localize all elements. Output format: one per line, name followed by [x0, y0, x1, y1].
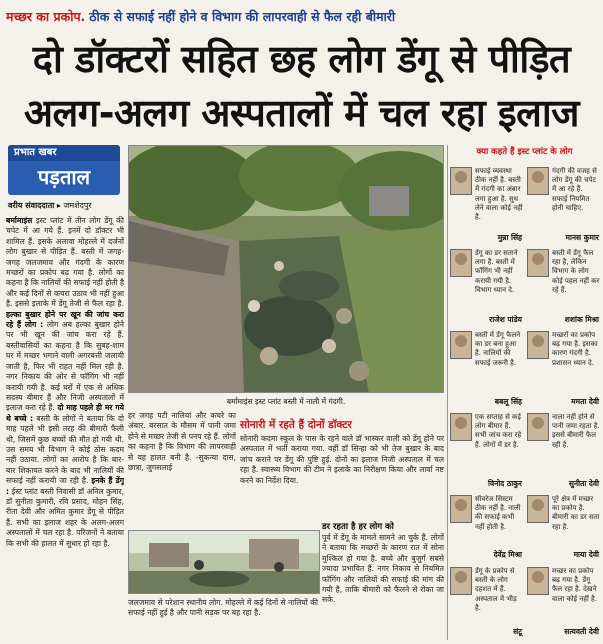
byline-place: जमशेदपुर	[63, 201, 92, 210]
photo-caption: बर्मामाइंस इस्ट प्लांट बस्ती में नाली में गंदगी.	[226, 397, 346, 406]
main-photo-drain	[128, 145, 444, 393]
byline	[8, 199, 124, 213]
person-photo-icon	[450, 167, 472, 195]
subhead-run-2: दो माह पहले ही मर गये थे बच्चे :	[6, 403, 124, 423]
person-name: मानस कुमार	[565, 233, 599, 242]
sidebar-heading: क्या कहते हैं इस्ट प्लांट के लोग	[476, 147, 573, 157]
kicker-subtitle: ठीक से सफाई नहीं होने व विभाग की लापरवाही से फैल रही बीमारी	[89, 9, 396, 24]
person-card	[448, 331, 524, 409]
person-card	[448, 567, 524, 639]
person-photo-icon	[450, 413, 472, 441]
person-photo-icon	[527, 331, 549, 359]
quote-block-left: हर जगह पटी नालियां और कचरे का अंबार. बरसात के मौसम में पानी जमा होने से मच्छर तेजी से पनप रहे हैं. लोगों का कहना है कि विभाग की लापरवाही से यह हालत बनी है. -सुकन्या दास, छात्रा, जुगसलाई	[128, 411, 236, 473]
paragraph-3: बस्ती के लोगों ने बताया कि दो माह पहले भी इसी तरह की बीमारी फैली थी, जिसमें कुछ बच्चों की मौत हो गयी थी. उस समय भी विभाग ने कोई ठोस कदम नहीं उठाया. लोगों का आरोप है कि बार-बार शिकायत करने के बाद भी नालियों की सफाई नहीं करायी जा रही है.	[6, 413, 124, 486]
person-quote: सीवरेज सिस्टम ठीक नहीं है. नाली की सफाई कभी नहीं होती है.	[475, 495, 521, 531]
paragraph-4: ईस्ट प्लांट बस्ती निवासी डॉ अनिल कुमार, डॉ सुनीता कुमारी, रवि प्रसाद, मोहन सिंह, रीता देवी और अमित कुमार डेंगू से पीड़ित हैं. सभी का इलाज शहर के अलग-अलग अस्पतालों में चल रहा है. परिजनों ने बताया कि सभी की हालत में सुधार हो रहा है.	[6, 486, 124, 548]
person-name: सुनीता देवी	[568, 479, 599, 488]
person-quote: डेंगू के प्रकोप से बस्ती के लोग दहशत में हैं. अस्पताल में भीड़ है.	[475, 567, 517, 612]
brand-logo	[8, 145, 120, 195]
person-photo-icon	[450, 249, 472, 277]
person-photo-icon	[527, 567, 549, 595]
person-name: संटू	[513, 627, 522, 636]
kicker-topic: मच्छर का प्रकोप.	[6, 9, 86, 24]
person-card	[525, 567, 601, 639]
brand-main-label: पड़ताल	[37, 165, 91, 189]
headline-line-2: अलग-अलग अस्पतालों में चल रहा इलाज	[24, 91, 579, 135]
pin-icon: ▸	[56, 201, 61, 210]
person-card	[525, 331, 601, 409]
doctors-story-text: सोनारी कदमा स्कूल के पास के रहने वाले डॉ भास्कर वाली को डेंगू होने पर अस्पताल में भर्ती कराया गया. वहीं डॉ सिन्हा को भी तेज बुखार के बाद जांच कराने पर डेंगू की पुष्टि हुई. दोनों का इलाज निजी अस्पताल में चल रहा है. स्वास्थ्य विभाग की टीम ने इलाके का निरीक्षण किया और लार्वा नष्ट करने का निर्देश दिया.	[240, 434, 444, 485]
byline-author: वरीय संवाददाता	[8, 201, 55, 210]
paragraph-2: लोग अब हल्का बुखार होने पर भी खून की जांच करा रहे हैं. बस्तीवासियों का कहना है कि सुबह-शाम घर में मच्छर भगाने वाली अगरबत्ती जलायी जाती है, फिर भी राहत नहीं मिल रही है. नगर निकाय की ओर से फॉगिंग भी नहीं करायी गयी है. कई घरों में एक से अधिक सदस्य बीमार हैं और निजी अस्पतालों में इलाज करा रहे हैं.	[6, 320, 124, 413]
fear-story-text: पूर्व में डेंगू के मामले सामने आ चुके हैं. लोगों ने बताया कि मच्छरों के कारण रात में सोना मुश्किल हो गया है. बच्चे और बुजुर्ग सबसे ज्यादा प्रभावित हैं. नगर निकाय से नियमित फॉगिंग और नालियों की सफाई की मांग की गयी है, ताकि बीमारी को फैलने से रोका जा सके.	[322, 533, 444, 605]
subheading-fear: डर रहता है हर लोग को	[322, 522, 394, 532]
brand-top-label: प्रभात खबर	[8, 145, 120, 161]
person-name: ममता देवी	[571, 397, 599, 406]
person-name: मुन्ना सिंह	[497, 233, 522, 242]
person-quote: मच्छरों का प्रकोप बढ़ गया है. इसका कारण गंदगी है. प्रशासन ध्यान दे.	[552, 331, 598, 367]
subhead-run-1: हल्का बुखार होने पर खून की जांच करा रहे हैं लोग :	[6, 309, 124, 330]
person-card	[448, 495, 524, 561]
person-quote: गंदगी की वजह से लोग डेंगू की चपेट में आ रहे हैं. सफाई नियमित होनी चाहिए.	[552, 167, 597, 212]
person-photo-icon	[527, 413, 549, 441]
person-card	[525, 167, 601, 245]
person-photo-icon	[450, 331, 472, 359]
person-quote: बस्ती में डेंगू फैलने का डर बना हुआ है. नालियों की सफाई जरूरी है.	[475, 331, 521, 367]
person-photo-icon	[527, 495, 549, 523]
person-name: विनोद ठाकुर	[488, 479, 522, 488]
kicker-line	[6, 6, 597, 28]
sidebar-residents	[447, 145, 600, 640]
person-card	[525, 249, 601, 327]
person-name: सत्यवती देवी	[564, 627, 599, 636]
drain-photo-illustration	[129, 146, 444, 393]
photo-note-text: जलजमाव से परेशान स्थानीय लोग. मोहल्ले में कई दिनों से नालियों की सफाई नहीं हुई है और पानी सड़क पर बह रहा है.	[128, 598, 318, 618]
person-name: माया देवी	[573, 550, 599, 559]
person-quote: मच्छर का प्रकोप बढ़ गया है. डेंगू फैल रहा है. देखने वाला कोई नहीं है.	[552, 567, 597, 603]
subhead-run-3: इनके हैं डेंगू :	[6, 476, 124, 496]
headline-line-1: दो डॉक्टरों सहित छह लोग डेंगू से पीड़ित	[32, 37, 571, 81]
person-name: देवेंद्र मिश्रा	[493, 550, 522, 559]
street-photo-illustration	[129, 531, 320, 594]
street-photo	[128, 530, 320, 594]
lead-paragraph: इस्ट प्लांट में तीन लोग डेंगू की चपेट में आ गये हैं. इनमें दो डॉक्टर भी शामिल हैं. इसके अलावा मोहल्ले में दर्जनों लोग बुखार से पीड़ित हैं. बस्ती में जगह-जगह जलजमाव और गंदगी के कारण मच्छरों का प्रकोप बढ़ गया है. लोगों का कहना है कि नालियों की सफाई नहीं होती है और कई दिनों से कचरा उठाव भी नहीं हुआ है. इससे इलाके में डेंगू तेजी से फैल रहा है.	[6, 216, 124, 309]
person-card	[448, 167, 524, 245]
person-quote: नाला नहीं होने से पानी जमा रहता है. इससे बीमारी फैल रही है.	[552, 413, 600, 449]
person-card	[448, 413, 524, 491]
person-photo-icon	[450, 495, 472, 523]
article-left-column	[6, 216, 124, 640]
person-card	[525, 495, 601, 561]
person-quote: एक सप्ताह से कई लोग बीमार हैं. सभी जांच करा रहे हैं. लोगों में डर है.	[475, 413, 522, 449]
person-card	[448, 249, 524, 327]
person-name: शशांक मिश्रा	[564, 315, 599, 324]
person-quote: बस्ती में डेंगू फैल रहा है, लेकिन विभाग के लोग कोई पहल नहीं कर रहे हैं.	[552, 249, 600, 294]
person-quote: सफाई व्यवस्था ठीक नहीं है. बस्ती में गंदगी का अंबार लगा हुआ है. सुध लेने वाला कोई नहीं है.	[475, 167, 523, 222]
person-name: राजेश पांडेय	[489, 315, 522, 324]
person-card	[525, 413, 601, 491]
person-quote: पूरे क्षेत्र में मच्छर का प्रकोप है. बीमारी का डर सता रहा है.	[552, 495, 600, 531]
person-photo-icon	[527, 167, 549, 195]
person-photo-icon	[450, 567, 472, 595]
lead-bold: बर्मामाइंस	[6, 216, 33, 225]
person-quote: डेंगू का डर सताने लगा है. बस्ती में फॉगिंग भी नहीं करायी गयी है. विभाग ध्यान दे.	[475, 249, 518, 294]
person-photo-icon	[527, 249, 549, 277]
subheading-doctors: सोनारी में रहते हैं दोनों डॉक्टर	[240, 419, 352, 431]
person-name: बबलू सिंह	[494, 397, 522, 406]
